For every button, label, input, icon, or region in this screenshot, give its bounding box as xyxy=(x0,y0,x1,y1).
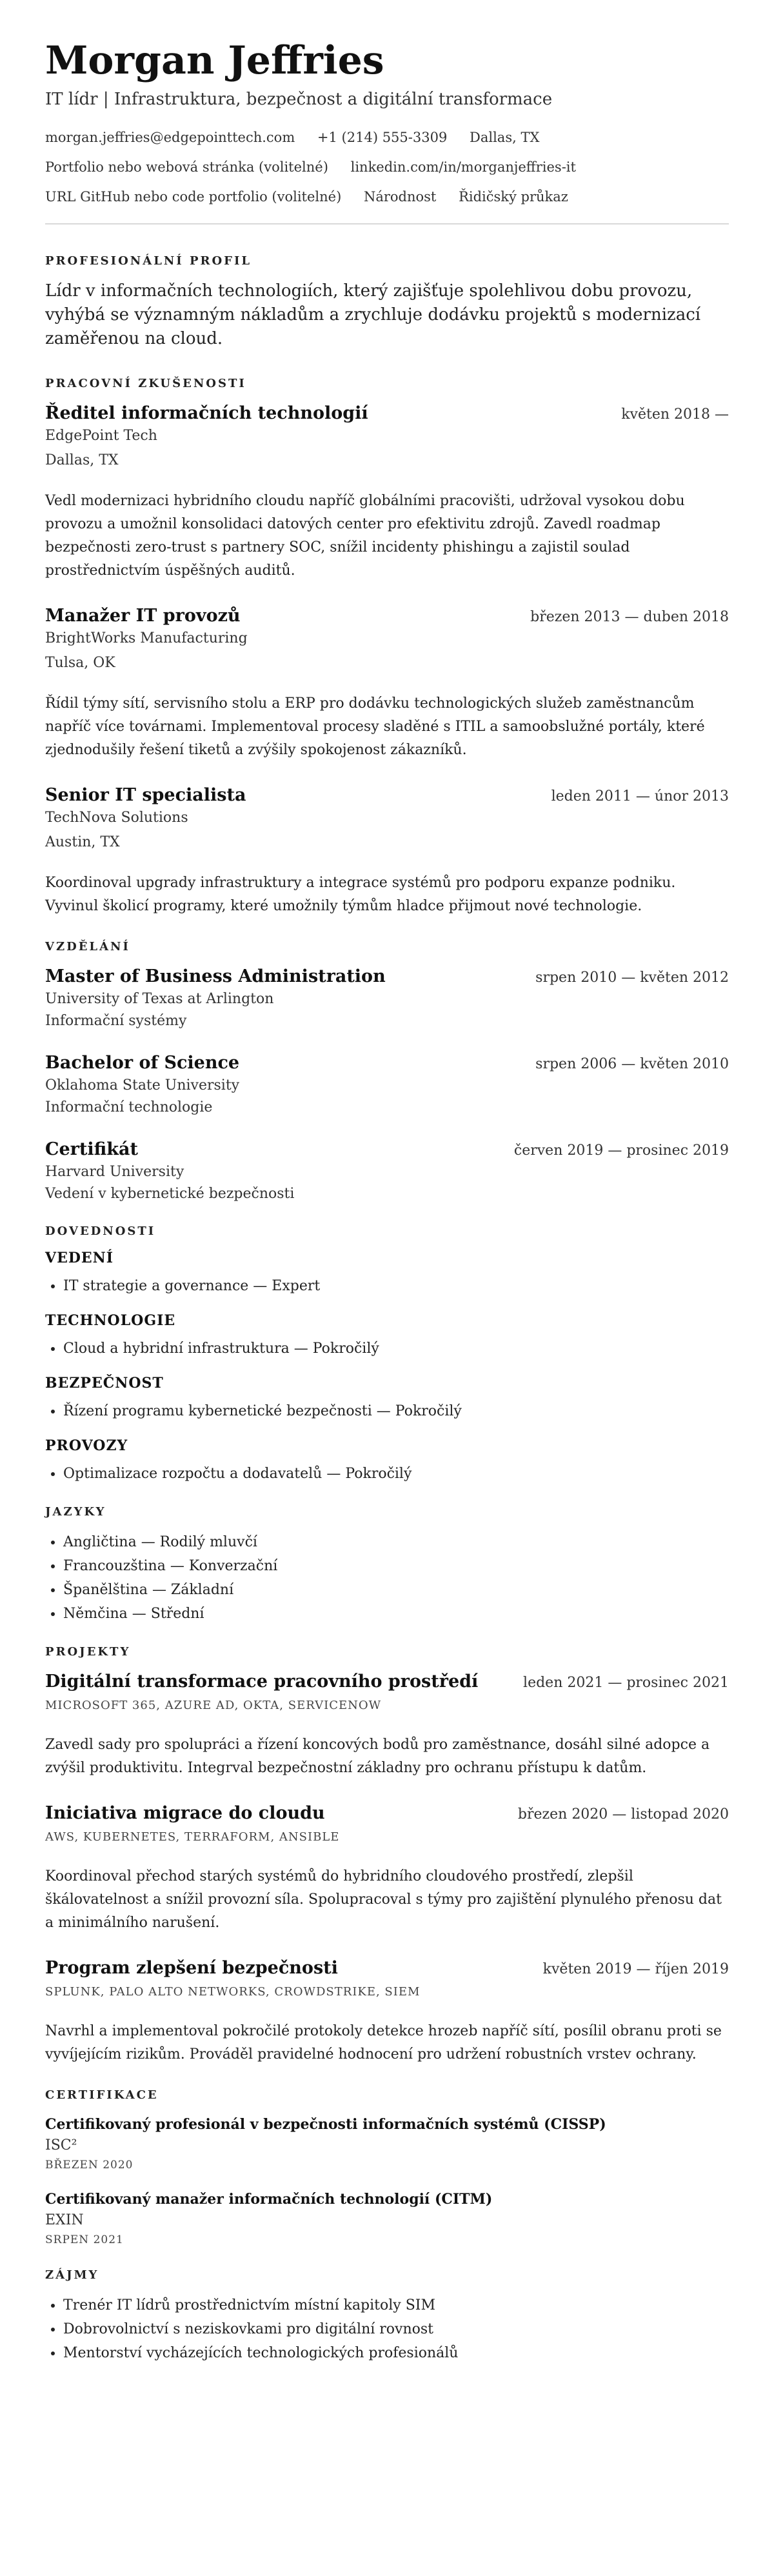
project-description: Zavedl sady pro spolupráci a řízení koncových bodů pro zaměstnance, dosáhl silné adopce a zvýšil produktivitu. Integrval bezpečnostní základny pro ochranu přístupu k datům. xyxy=(45,1737,710,1776)
project-name: Program zlepšení bezpečnosti xyxy=(45,1958,338,1978)
language-list xyxy=(45,1530,729,1626)
job-company: EdgePoint Tech xyxy=(45,428,157,444)
skills-section-title: DOVEDNOSTI xyxy=(45,1224,156,1238)
language-item: • Španělština — Základní xyxy=(63,1578,729,1602)
job-company: BrightWorks Manufacturing xyxy=(45,630,248,646)
header-divider xyxy=(45,223,729,225)
education-dates: srpen 2010 — květen 2012 xyxy=(535,970,729,986)
project-dates: leden 2021 — prosinec 2021 xyxy=(523,1675,729,1691)
certification-issuer: ISC² xyxy=(45,2137,77,2153)
job-entry xyxy=(45,604,729,762)
experience-section xyxy=(45,377,729,918)
contact-row-links xyxy=(45,157,729,177)
education-degree: Master of Business Administration xyxy=(45,966,386,986)
project-description: Navrhl a implementoval pokročilé protokoly detekce hrozeb napříč sítí, posílil obranu proti se vyvíjejícím rizikům. Prováděl pravidelné hodnocení pro udržení robustních vrstev ochrany. xyxy=(45,2023,722,2062)
job-description: Koordinoval upgrady infrastruktury a integrace systémů pro podporu expanze podniku. Vyvinul školicí programy, které umožnily týmům hladce přijmout nové technologie. xyxy=(45,875,676,914)
contact-row-extra xyxy=(45,187,729,206)
languages-section-title: JAZYKY xyxy=(45,1505,106,1519)
certifications-section-title: CERTIFIKACE xyxy=(45,2088,159,2102)
certification-date: BŘEZEN 2020 xyxy=(45,2159,134,2172)
education-dates: červen 2019 — prosinec 2019 xyxy=(513,1143,729,1159)
education-school: Oklahoma State University xyxy=(45,1077,240,1093)
interests-section xyxy=(45,2268,729,2365)
skill-list xyxy=(45,1337,729,1361)
interest-item: • Dobrovolnictví s neziskovkami pro digitální rovnost xyxy=(63,2317,729,2341)
job-location: Austin, TX xyxy=(45,834,120,850)
education-section xyxy=(45,940,729,1205)
education-school: University of Texas at Arlington xyxy=(45,991,274,1007)
job-role: Manažer IT provozů xyxy=(45,606,241,626)
education-section-title: VZDĚLÁNÍ xyxy=(45,940,130,954)
language-item: • Angličtina — Rodilý mluvčí xyxy=(63,1530,729,1554)
job-dates: březen 2013 — duben 2018 xyxy=(530,609,729,625)
certification-date: SRPEN 2021 xyxy=(45,2233,124,2246)
job-role: Ředitel informačních technologií xyxy=(45,403,368,423)
education-dates: srpen 2006 — květen 2010 xyxy=(535,1056,729,1072)
project-description: Koordinoval přechod starých systémů do hybridního cloudového prostředí, zlepšil škálovatelnost a snížil provozní síla. Spolupracoval s týmy pro zajištění plynulého přenosu dat a minimálního narušení. xyxy=(45,1868,722,1931)
skill-category: BEZPEČNOST xyxy=(45,1375,164,1392)
project-dates: květen 2019 — říjen 2019 xyxy=(542,1961,729,1977)
certification-name: Certifikovaný manažer informačních technologií (CITM) xyxy=(45,2191,493,2208)
skill-item: • Řízení programu kybernetické bezpečnosti — Pokročilý xyxy=(63,1399,729,1423)
contact-location: Dallas, TX xyxy=(470,130,540,145)
skill-item: • IT strategie a governance — Expert xyxy=(63,1274,729,1298)
experience-section-title: PRACOVNÍ ZKUŠENOSTI xyxy=(45,377,246,390)
interest-list xyxy=(45,2293,729,2365)
contact-email[interactable]: morgan.jeffries@edgepointtech.com xyxy=(45,130,295,145)
job-company: TechNova Solutions xyxy=(45,810,188,826)
interest-item: • Mentorství vycházejících technologických profesionálů xyxy=(63,2341,729,2365)
skill-category: PROVOZY xyxy=(45,1437,128,1454)
education-degree: Bachelor of Science xyxy=(45,1053,240,1073)
project-entry xyxy=(45,1957,729,2066)
skill-list xyxy=(45,1462,729,1486)
project-tech: AWS, KUBERNETES, TERRAFORM, ANSIBLE xyxy=(45,1830,340,1844)
project-entry xyxy=(45,1670,729,1780)
contact-license: Řidičský průkaz xyxy=(459,189,568,205)
education-field: Informační technologie xyxy=(45,1099,213,1115)
candidate-headline: IT lídr | Infrastruktura, bezpečnost a digitální transformace xyxy=(45,90,553,109)
education-entry xyxy=(45,1138,729,1205)
education-entry xyxy=(45,965,729,1032)
languages-section xyxy=(45,1505,729,1626)
profile-section-title: PROFESIONÁLNÍ PROFIL xyxy=(45,254,252,268)
certifications-section xyxy=(45,2088,729,2249)
certification-entry xyxy=(45,2188,729,2249)
interest-item: • Trenér IT lídrů prostřednictvím místní kapitoly SIM xyxy=(63,2293,729,2317)
language-item: • Francouzština — Konverzační xyxy=(63,1554,729,1578)
skill-list xyxy=(45,1399,729,1423)
job-location: Tulsa, OK xyxy=(45,655,115,671)
education-entry xyxy=(45,1052,729,1119)
skill-list xyxy=(45,1274,729,1298)
resume-header xyxy=(45,37,729,206)
project-entry xyxy=(45,1802,729,1935)
skill-category: VEDENÍ xyxy=(45,1250,114,1266)
profile-summary: Lídr v informačních technologiích, který zajišťuje spolehlivou dobu provozu, vyhýbá se významným nákladům a zrychluje dodávku projektů s modernizací zaměřenou na cloud. xyxy=(45,281,701,348)
projects-section xyxy=(45,1645,729,2066)
education-field: Informační systémy xyxy=(45,1013,187,1029)
skill-item: • Optimalizace rozpočtu a dodavatelů — Pokročilý xyxy=(63,1462,729,1486)
job-dates: leden 2011 — únor 2013 xyxy=(551,788,729,804)
certification-entry xyxy=(45,2113,729,2174)
certification-name: Certifikovaný profesionál v bezpečnosti informačních systémů (CISSP) xyxy=(45,2116,606,2133)
language-item: • Němčina — Střední xyxy=(63,1602,729,1626)
education-field: Vedení v kybernetické bezpečnosti xyxy=(45,1186,295,1202)
contact-row-primary xyxy=(45,128,729,147)
job-entry xyxy=(45,784,729,918)
candidate-name: Morgan Jeffries xyxy=(45,38,384,83)
project-name: Iniciativa migrace do cloudu xyxy=(45,1803,325,1823)
skill-category: TECHNOLOGIE xyxy=(45,1312,176,1329)
project-tech: SPLUNK, PALO ALTO NETWORKS, CROWDSTRIKE, SIEM xyxy=(45,1985,421,1999)
project-dates: březen 2020 — listopad 2020 xyxy=(517,1806,729,1822)
job-entry xyxy=(45,402,729,583)
job-dates: květen 2018 — xyxy=(621,406,729,423)
job-description: Vedl modernizaci hybridního cloudu napříč globálními pracovišti, udržoval vysokou dobu provozu a umožnil konsolidaci datových center pro efektivitu zdrojů. Zavedl roadmap bezpečnosti zero-trust s partnery SOC, snížil incidenty phishingu a zajistil soulad prostřednictvím úspěšných auditů. xyxy=(45,493,685,579)
profile-section xyxy=(45,254,729,351)
contact-portfolio[interactable]: Portfolio nebo webová stránka (volitelné) xyxy=(45,159,328,175)
project-name: Digitální transformace pracovního prostředí xyxy=(45,1672,479,1692)
projects-section-title: PROJEKTY xyxy=(45,1645,131,1659)
contact-phone[interactable]: +1 (214) 555-3309 xyxy=(317,130,448,145)
skills-section xyxy=(45,1224,729,1486)
contact-nationality: Národnost xyxy=(363,189,437,205)
job-location: Dallas, TX xyxy=(45,452,119,468)
contact-linkedin[interactable]: linkedin.com/in/morganjeffries-it xyxy=(350,159,576,175)
job-description: Řídil týmy sítí, servisního stolu a ERP pro dodávku technologických služeb zaměstnancům napříč více továrnami. Implementoval procesy sladěné s ITIL a samoobslužné portály, které zjednodušily řešení tiketů a zvýšily spokojenost zákazníků. xyxy=(45,695,705,758)
project-tech: MICROSOFT 365, AZURE AD, OKTA, SERVICENOW xyxy=(45,1699,382,1712)
certification-issuer: EXIN xyxy=(45,2212,84,2228)
skill-item: • Cloud a hybridní infrastruktura — Pokročilý xyxy=(63,1337,729,1361)
contact-github[interactable]: URL GitHub nebo code portfolio (volitelné) xyxy=(45,189,342,205)
education-degree: Certifikát xyxy=(45,1139,138,1159)
job-role: Senior IT specialista xyxy=(45,785,246,805)
interests-section-title: ZÁJMY xyxy=(45,2268,99,2282)
education-school: Harvard University xyxy=(45,1164,184,1180)
